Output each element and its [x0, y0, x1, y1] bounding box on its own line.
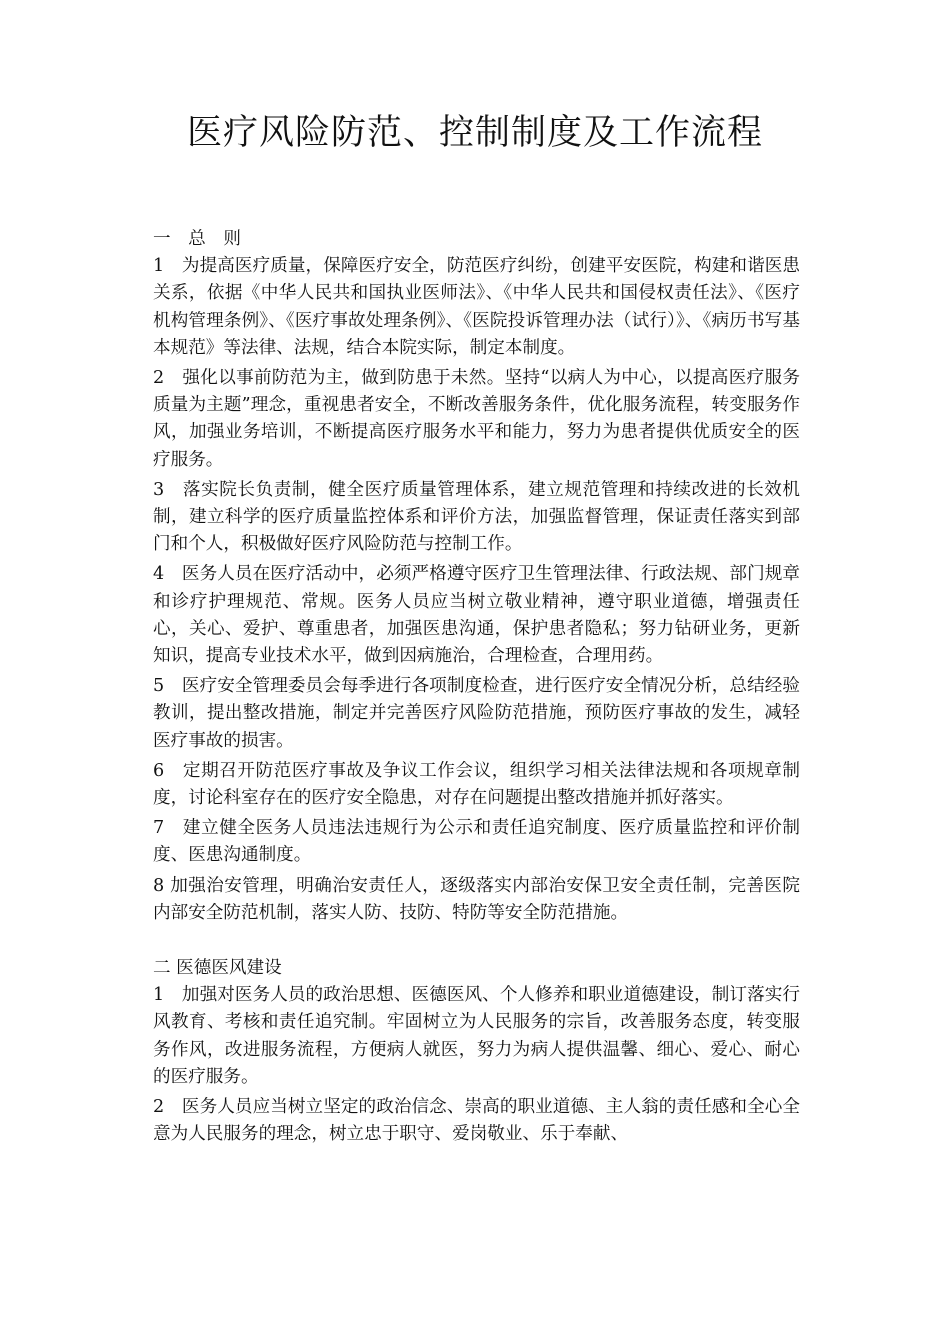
section-spacer — [153, 930, 800, 955]
paragraph: 1 加强对医务人员的政治思想、医德医风、个人修养和职业道德建设，制订落实行风教育、考核和责任追究制。牢固树立为人民服务的宗旨，改善服务态度，转变服务作风，改进服务流程，方便病人就医，努力为病人提供温馨、细心、爱心、耐心的医疗服务。 — [153, 985, 800, 1087]
document-title: 医疗风险防范、控制制度及工作流程 — [186, 113, 763, 153]
section-medical-ethics — [153, 955, 800, 1148]
paragraph: 5 医疗安全管理委员会每季进行各项制度检查，进行医疗安全情况分析，总结经验教训，提出整改措施，制定并完善医疗风险防范措施，预防医疗事故的发生，减轻医疗事故的损害。 — [153, 676, 800, 751]
paragraph: 1 为提高医疗质量，保障医疗安全，防范医疗纠纷，创建平安医院，构建和谐医患关系，依据《中华人民共和国执业医师法》、《中华人民共和国侵权责任法》、《医疗机构管理条例》、《医疗事故处理条例》、《医院投诉管理办法（试行）》、《病历书写基本规范》等法律、法规，结合本院实际，制定本制度。 — [153, 256, 800, 358]
paragraph: 6 定期召开防范医疗事故及争议工作会议，组织学习相关法律法规和各项规章制度，讨论科室存在的医疗安全隐患，对存在问题提出整改措施并抓好落实。 — [153, 760, 800, 809]
section-heading: 二 医德医风建设 — [153, 958, 282, 979]
section-heading: 一 总 则 — [153, 229, 247, 249]
paragraph: 7 建立健全医务人员违法违规行为公示和责任追究制度、医疗质量监控和评价制度、医患沟通制度。 — [153, 818, 800, 866]
paragraph: 2 医务人员应当树立坚定的政治信念、崇高的职业道德、主人翁的责任感和全心全意为人民服务的理念，树立忠于职守、爱岗敬业、乐于奉献、 — [153, 1097, 800, 1145]
paragraph: 8 加强治安管理，明确治安责任人，逐级落实内部治安保卫安全责任制，完善医院内部安全防范机制，落实人防、技防、特防等安全防范措施。 — [153, 875, 800, 923]
paragraph: 3 落实院长负责制，健全医疗质量管理体系，建立规范管理和持续改进的长效机制，建立科学的医疗质量监控体系和评价方法，加强监督管理，保证责任落实到部门和个人，积极做好医疗风险防范与控制工作。 — [153, 479, 800, 555]
document-body — [153, 226, 800, 1152]
section-general-provisions — [153, 226, 800, 927]
paragraph: 2 强化以事前防范为主，做到防患于未然。坚持“以病人为中心，以提高医疗服务质量为主题”理念，重视患者安全，不断改善服务条件，优化服务流程，转变服务作风，加强业务培训，不断提高医疗服务水平和能力，努力为患者提供优质安全的医疗服务。 — [153, 368, 800, 470]
paragraph: 4 医务人员在医疗活动中，必须严格遵守医疗卫生管理法律、行政法规、部门规章和诊疗护理规范、常规。医务人员应当树立敬业精神，遵守职业道德，增强责任心，关心、爱护、尊重患者，加强医患沟通，保护患者隐私；努力钻研业务，更新知识，提高专业技术水平，做到因病施治，合理检查，合理用药。 — [153, 564, 800, 667]
